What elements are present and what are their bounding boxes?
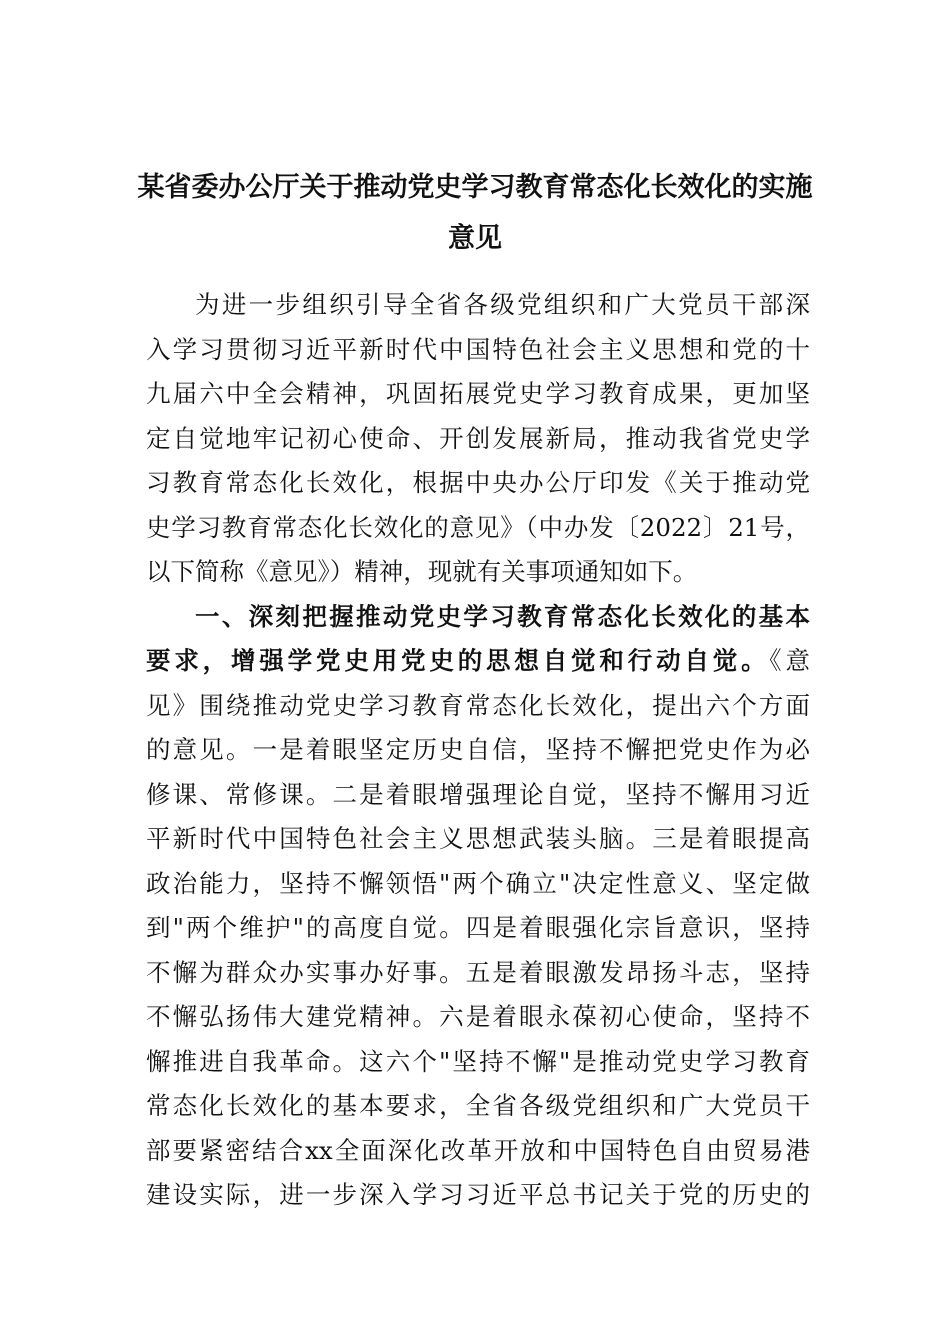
section-1-line: 常态化长效化的基本要求，全省各级党组织和广大党员干 xyxy=(146,1091,810,1120)
section-1-line: 到"两个维护"的高度自觉。四是着眼强化宗旨意识，坚持 xyxy=(146,913,810,942)
section-1-heading-line-2 xyxy=(146,639,810,684)
section-1-line: 不懈为群众办实事办好事。五是着眼激发昂扬斗志，坚持 xyxy=(146,957,810,987)
section-1-line: 不懈弘扬伟大建党精神。六是着眼永葆初心使命，坚持不 xyxy=(146,1002,810,1031)
section-1-line: 建设实际，进一步深入学习习近平总书记关于党的历史的 xyxy=(146,1180,810,1209)
paragraph-1-line: 以下简称《意见》）精神，现就有关事项通知如下。 xyxy=(146,557,698,586)
section-1-line: 修课、常修课。二是着眼增强理论自觉，坚持不懈用习近 xyxy=(146,779,810,809)
section-1-heading-bold: 要求，增强学党史用党史的思想自觉和行动自觉。 xyxy=(146,646,770,675)
paragraph-1-line: 定自觉地牢记初心使命、开创发展新局，推动我省党史学 xyxy=(146,423,810,453)
paragraph-1-line: 习教育常态化长效化，根据中央办公厅印发《关于推动党 xyxy=(146,468,810,497)
section-1-line: 见》围绕推动党史学习教育常态化长效化，提出六个方面 xyxy=(146,690,810,720)
document-title-line-2: 意见 xyxy=(448,223,502,254)
section-1-line: 懈推进自我革命。这六个"坚持不懈"是推动党史学习教育 xyxy=(146,1046,810,1076)
document-title-line-1: 某省委办公厅关于推动党史学习教育常态化长效化的实施 xyxy=(137,172,813,203)
paragraph-1-line: 为进一步组织引导全省各级党组织和广大党员干部深 xyxy=(195,290,810,319)
section-1-heading-line-1: 一、深刻把握推动党史学习教育常态化长效化的基本 xyxy=(195,601,810,631)
paragraph-1-line: 入学习贯彻习近平新时代中国特色社会主义思想和党的十 xyxy=(146,334,810,364)
section-1-line: 政治能力，坚持不懈领悟"两个确立"决定性意义、坚定做 xyxy=(146,868,810,898)
section-1-line: 平新时代中国特色社会主义思想武装头脑。三是着眼提高 xyxy=(146,824,810,853)
document-body xyxy=(146,283,810,1218)
section-1-line: 部要紧密结合xx全面深化改革开放和中国特色自由贸易港 xyxy=(146,1135,810,1165)
paragraph-1-line: 史学习教育常态化长效化的意见》（中办发〔2022〕21号， xyxy=(146,512,810,542)
paragraph-1-line: 九届六中全会精神，巩固拓展党史学习教育成果，更加坚 xyxy=(146,379,810,408)
section-1-heading-rest: 《意 xyxy=(769,646,811,675)
section-1-line: 的意见。一是着眼坚定历史自信，坚持不懈把党史作为必 xyxy=(146,735,810,764)
